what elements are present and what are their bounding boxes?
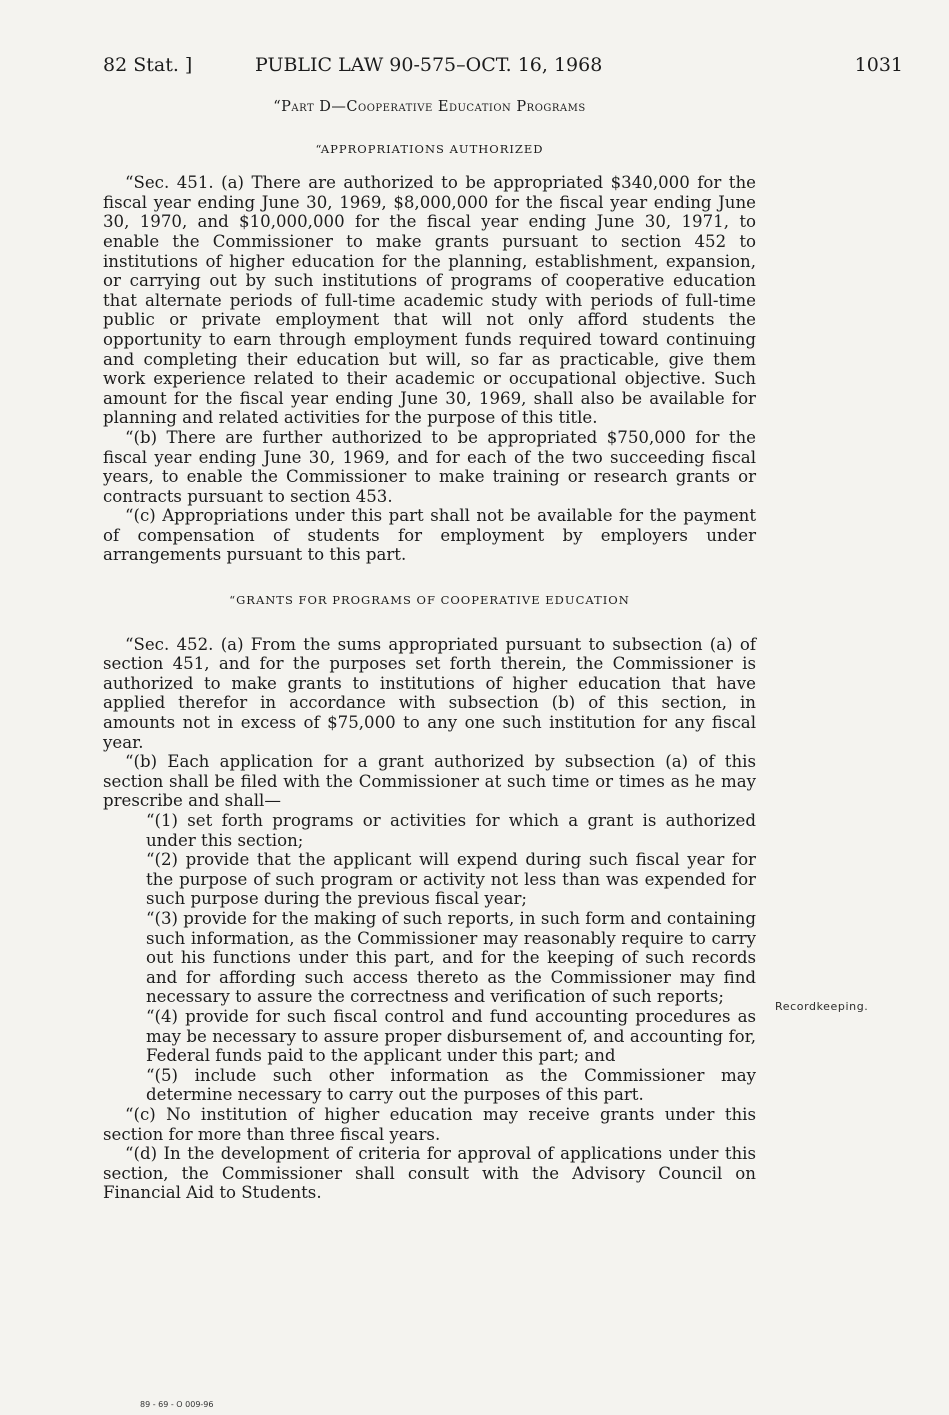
paragraph: “(b) Each application for a grant authorized by subsection (a) of this section shall be filed with the Commissioner at such time or times as he may prescribe and shall— xyxy=(103,752,756,811)
list-item: “(2) provide that the applicant will expend during such fiscal year for the purpose of such program or activity not less than was expended for such purpose during the previous fiscal year; xyxy=(146,850,756,909)
law-title: PUBLIC LAW 90-575–OCT. 16, 1968 xyxy=(255,54,603,76)
print-code: 89 - 69 - O 009-96 xyxy=(140,1400,214,1409)
statute-reference: 82 Stat. ] xyxy=(103,54,193,76)
list-item: “(1) set forth programs or activities for which a grant is authorized under this section; xyxy=(146,811,756,850)
paragraph: “(c) No institution of higher education may receive grants under this section for more than three fiscal years. xyxy=(103,1104,756,1144)
body-text xyxy=(103,98,756,1203)
paragraph: “(d) In the development of criteria for approval of applications under this section, the Commissioner shall consult with the Advisory Council on Financial Aid to Students. xyxy=(103,1144,756,1203)
page-header xyxy=(103,54,903,84)
paragraph: “(b) There are further authorized to be appropriated $750,000 for the fiscal year ending June 30, 1969, and for each of the two succeeding fiscal years, to enable the Commissioner to make training or research grants or contracts pursuant to section 453. xyxy=(103,427,756,506)
paragraph: “(c) Appropriations under this part shall not be available for the payment of compensation of students for employment by employers under arrangements pursuant to this part. xyxy=(103,506,756,565)
paragraph: “Sec. 452. (a) From the sums appropriated pursuant to subsection (a) of section 451, and for the purposes set forth therein, the Commissioner is authorized to make grants to institutions of higher education that have applied therefor in accordance with subsection (b) of this section, in amounts not in excess of $75,000 to any one such institution for any fiscal year. xyxy=(103,634,756,752)
section-heading: “GRANTS FOR PROGRAMS OF COOPERATIVE EDUCATION xyxy=(229,593,630,608)
list-item: “(3) provide for the making of such reports, in such form and containing such information, as the Commissioner may reasonably require to carry out his functions under this part, and for the keeping of such records and for affording such access thereto as the Commissioner may find necessary to assure the correctness and verification of such reports; xyxy=(146,908,756,1007)
page-number: 1031 xyxy=(854,54,903,76)
margin-note: Recordkeeping. xyxy=(775,1000,869,1013)
part-title: “Part D—Cooperative Education Programs xyxy=(273,99,586,115)
paragraph: “Sec. 451. (a) There are authorized to be appropriated $340,000 for the fiscal year ending June 30, 1969, $8,000,000 for the fiscal year ending June 30, 1970, and $10,000,000 for the fiscal year ending June 30, 1971, to enable the Commissioner to make grants pursuant to section 452 to institutions of higher education for the planning, establishment, expansion, or carrying out by such institutions of programs of cooperative education that alternate periods of full-time academic study with periods of full-time public or private employment that will not only afford students the opportunity to earn through employment funds required toward continuing and completing their education but will, so far as practicable, give them work experience related to their academic or occupational objective. Such amount for the fiscal year ending June 30, 1969, shall also be available for planning and related activities for the purpose of this title. xyxy=(103,173,756,428)
section-heading: “APPROPRIATIONS AUTHORIZED xyxy=(315,141,544,156)
list-item: “(4) provide for such fiscal control and fund accounting procedures as may be necessary to assure proper disbursement of, and accounting for, Federal funds paid to the applicant under this part; and xyxy=(146,1006,756,1066)
list-item: “(5) include such other information as the Commissioner may determine necessary to carry out the purposes of this part. xyxy=(146,1065,756,1105)
